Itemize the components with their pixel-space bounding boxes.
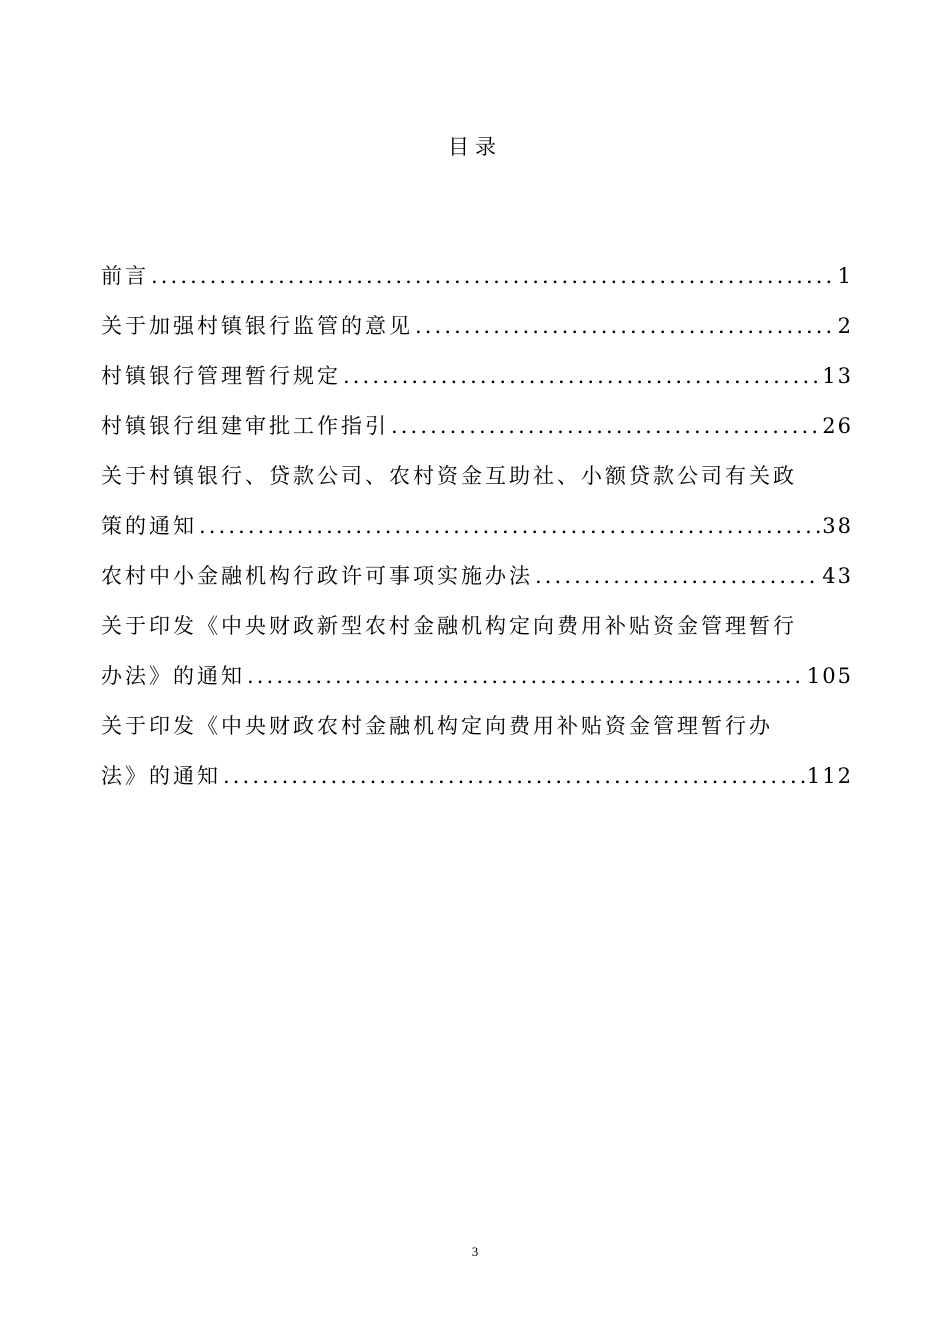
toc-entry-policy-notice[interactable] <box>101 456 851 556</box>
toc-entry-page: 26 <box>822 414 853 438</box>
toc-dot-leader <box>151 256 836 296</box>
toc-entry-page: 38 <box>822 514 853 538</box>
toc-dot-leader <box>535 556 820 596</box>
toc-entry-title: 村镇银行管理暂行规定 <box>101 364 341 388</box>
toc-entry-approval-guidelines[interactable] <box>101 406 851 456</box>
toc-entry-title: 办法》的通知 <box>101 664 245 688</box>
toc-entry-title: 策的通知 <box>101 514 197 538</box>
toc-entry-page: 43 <box>822 564 853 588</box>
toc-entry-title: 村镇银行组建审批工作指引 <box>101 414 389 438</box>
toc-entry-page: 2 <box>837 314 853 338</box>
toc-dot-leader <box>343 356 820 396</box>
toc-entry-rural-subsidy-notice[interactable] <box>101 706 851 806</box>
toc-line <box>101 656 851 706</box>
toc-dot-leader <box>391 406 820 446</box>
toc-entry-title-line1: 关于印发《中央财政农村金融机构定向费用补贴资金管理暂行办 <box>101 714 773 738</box>
toc-line <box>101 756 851 806</box>
toc-entry-new-rural-subsidy-notice[interactable] <box>101 606 851 706</box>
page-number: 3 <box>471 1244 479 1259</box>
toc-dot-leader <box>415 306 836 346</box>
toc-line <box>101 556 851 606</box>
toc-line <box>101 706 851 756</box>
toc-entry-title: 前言 <box>101 264 149 288</box>
toc-title: 目录 <box>448 135 502 159</box>
toc-line <box>101 506 851 556</box>
toc-entry-page: 1 <box>837 264 853 288</box>
toc-line <box>101 256 851 306</box>
toc-entry-title: 农村中小金融机构行政许可事项实施办法 <box>101 564 533 588</box>
toc-entry-supervision-opinion[interactable] <box>101 306 851 356</box>
toc-entry-page: 112 <box>806 764 853 788</box>
toc-line <box>101 606 851 656</box>
toc-entry-administrative-licensing[interactable] <box>101 556 851 606</box>
toc-entry-title: 法》的通知 <box>101 764 221 788</box>
toc-dot-leader <box>199 506 820 546</box>
toc-line <box>101 356 851 406</box>
toc-entry-preface[interactable] <box>101 256 851 306</box>
table-of-contents <box>101 256 851 806</box>
toc-line <box>101 306 851 356</box>
toc-entry-interim-provisions[interactable] <box>101 356 851 406</box>
toc-entry-title: 关于加强村镇银行监管的意见 <box>101 314 413 338</box>
toc-entry-page: 13 <box>822 364 853 388</box>
toc-line <box>101 456 851 506</box>
toc-entry-title-line1: 关于村镇银行、贷款公司、农村资金互助社、小额贷款公司有关政 <box>101 464 797 488</box>
toc-line <box>101 406 851 456</box>
toc-entry-page: 105 <box>806 664 853 688</box>
toc-dot-leader <box>223 756 805 796</box>
toc-entry-title-line1: 关于印发《中央财政新型农村金融机构定向费用补贴资金管理暂行 <box>101 614 797 638</box>
toc-dot-leader <box>247 656 805 696</box>
